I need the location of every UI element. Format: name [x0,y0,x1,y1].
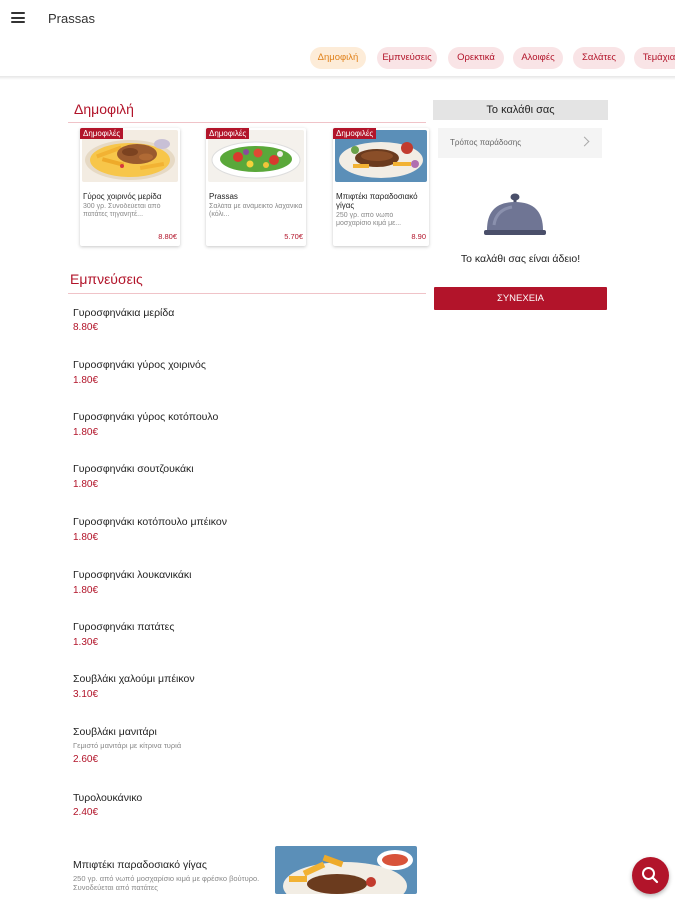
menu-item-name: Γυροσφηνάκι γύρος κοτόπουλο [73,411,219,423]
menu-item-price: 1.80€ [73,479,99,490]
app-title: Prassas [48,11,95,26]
menu-item-price: 3.10€ [73,689,99,700]
section-divider [68,122,426,123]
card-description: 250 γρ. από νωπό μοσχαρίσιο κιμά με... [336,212,402,227]
delivery-method-label: Τρόπος παράδοσης [450,138,522,147]
menu-item-name: Γυροσφηνάκι κοτόπουλο μπέικον [73,516,227,528]
chip-category[interactable]: Δημοφιλή [310,47,366,69]
card-description: 300 γρ. Συνοδεύεται από πατάτες τηγανητέ... [83,203,161,218]
popular-card[interactable] [333,128,429,246]
menu-item-name: Γυροσφηνάκι σουτζουκάκι [73,463,194,475]
menu-item-name: Σουβλάκι μανιτάρι [73,726,157,738]
card-title: Prassas [209,192,238,201]
chevron-right-icon [580,137,590,147]
menu-item-price: 2.40€ [73,807,99,818]
continue-button[interactable]: ΣΥΝΕΧΕΙΑ [434,287,607,310]
hamburger-menu-icon[interactable] [11,12,25,23]
cart-title: Το καλάθι σας [433,100,608,120]
cart-empty-message: Το καλάθι σας είναι άδειο! [460,253,581,265]
search-button[interactable] [632,857,669,894]
chip-category[interactable]: Ορεκτικά [448,47,504,69]
menu-item-description: Γεμιστό μανιτάρι με κίτρινα τυριά [73,741,182,750]
card-description: Σαλάτα με ανάμεικτο λαχανικά (κόλι... [209,203,303,218]
menu-item-name: Σουβλάκι χαλούμι μπέικον [73,673,195,685]
card-title: Μπιφτέκι παραδοσιακό γίγας [336,192,418,210]
section-divider [68,293,426,294]
category-chips [0,44,675,74]
card-title: Γύρος χοιρινός μερίδα [83,192,162,201]
menu-item-name: Γυροσφηνάκι λουκανικάκι [73,569,192,581]
chip-category[interactable]: Σαλάτες [573,47,625,69]
delivery-method-selector[interactable] [438,128,602,158]
menu-item-price: 1.80€ [73,375,99,386]
popular-badge: Δημοφιλές [333,128,376,139]
menu-item-price: 1.80€ [73,427,99,438]
popular-card[interactable] [80,128,180,246]
card-price: 8.90 [411,232,426,241]
popular-badge: Δημοφιλές [80,128,123,139]
app-bar [0,0,675,38]
menu-item-name: Γυροσφηνάκι πατάτες [73,621,175,633]
menu-item-price: 8.80€ [73,322,99,333]
menu-item-name: Τυρολουκάνικο [73,792,143,804]
section-title-popular: Δημοφιλή [74,101,134,117]
chip-category[interactable]: Αλοιφές [513,47,563,69]
search-icon [632,857,669,894]
chip-category[interactable]: Εμπνεύσεις [377,47,437,69]
menu-item-image [275,846,417,894]
menu-item-name: Γυροσφηνάκι γύρος χοιρινός [73,359,206,371]
menu-item-name: Μπιφτέκι παραδοσιακό γίγας [73,859,207,871]
menu-item-price: 1.80€ [73,532,99,543]
section-title-inspirations: Εμπνεύσεις [70,271,143,287]
card-price: 5.70€ [284,232,303,241]
popular-card[interactable] [206,128,306,246]
popular-badge: Δημοφιλές [206,128,249,139]
cloche-icon [484,193,546,237]
menu-item-name: Γυροσφηνάκια μερίδα [73,307,175,319]
card-price: 8.80€ [158,232,177,241]
appbar-divider [0,76,675,80]
chip-category[interactable]: Τεμάχια [634,47,675,69]
menu-item-price: 2.60€ [73,754,99,765]
menu-item-price: 1.80€ [73,585,99,596]
menu-item-price: 1.30€ [73,637,99,648]
menu-item-description: 250 γρ. από νωπό μοσχαρίσιο κιμά με φρέσκο βούτυρο. Συνοδεύεται από πατάτες [73,874,260,892]
